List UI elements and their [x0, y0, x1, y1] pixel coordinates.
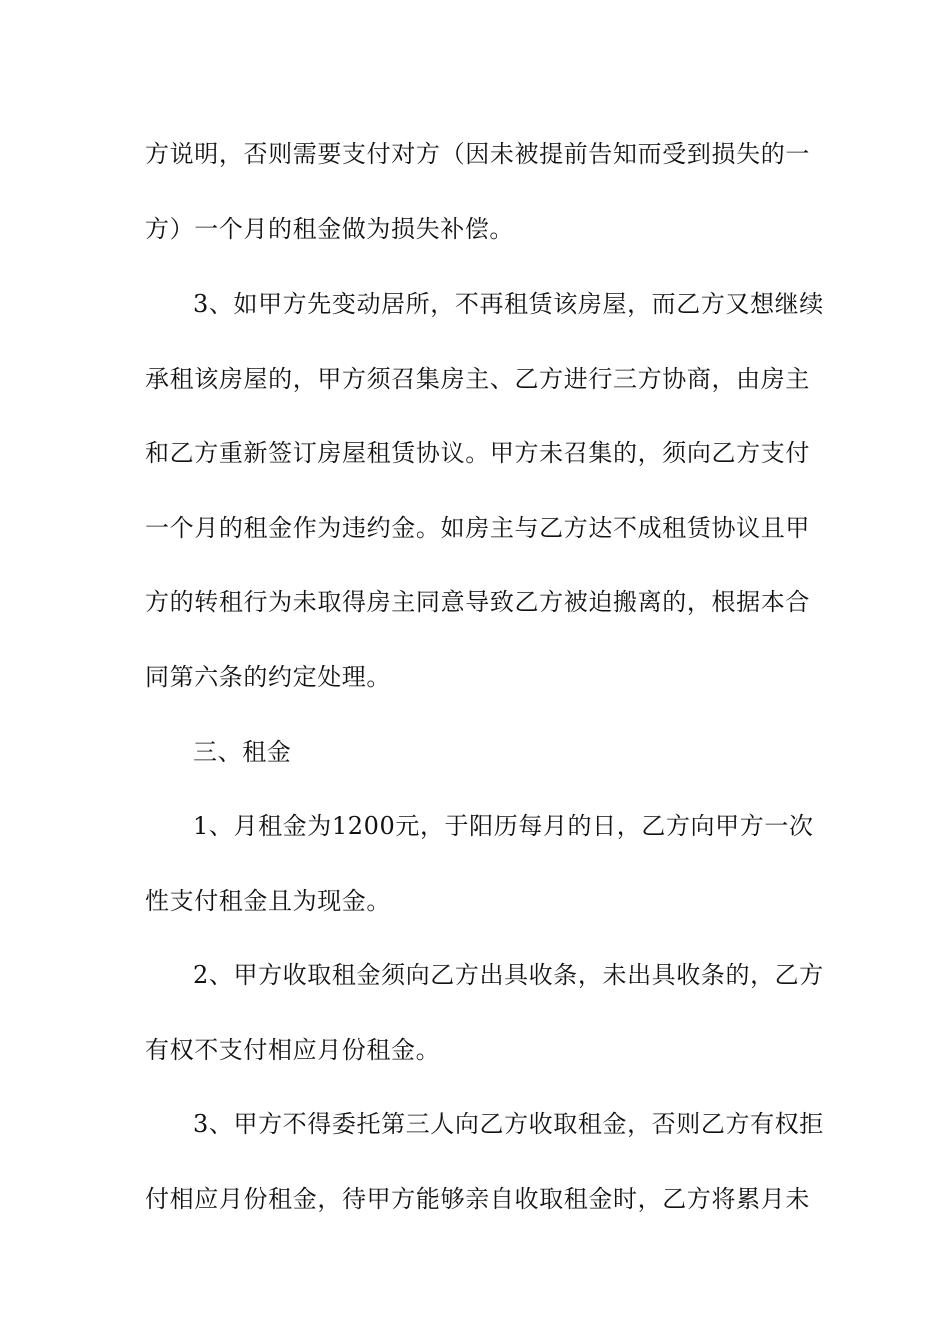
text-line: 性支付租金且为现金。 [145, 887, 391, 915]
text-line: 承租该房屋的，甲方须召集房主、乙方进行三方协商，由房主 [145, 365, 810, 393]
text-line: 3、甲方不得委托第三人向乙方收取租金，否则乙方有权拒 [193, 1110, 824, 1138]
text-line: 方）一个月的租金做为损失补偿。 [145, 215, 514, 243]
text-line: 方的转租行为未取得房主同意导致乙方被迫搬离的，根据本合 [145, 588, 810, 616]
text-line: 一个月的租金作为违约金。如房主与乙方达不成租赁协议且甲 [145, 514, 810, 542]
text-line: 和乙方重新签订房屋租赁协议。甲方未召集的，须向乙方支付 [145, 439, 810, 467]
section-heading: 三、租金 [193, 738, 292, 766]
text-line: 2、甲方收取租金须向乙方出具收条，未出具收条的，乙方 [193, 961, 824, 989]
text-line: 方说明，否则需要支付对方（因未被提前告知而受到损失的一 [145, 140, 810, 168]
text-line: 付相应月份租金，待甲方能够亲自收取租金时，乙方将累月未 [145, 1185, 810, 1213]
text-line: 3、如甲方先变动居所，不再租赁该房屋，而乙方又想继续 [193, 290, 824, 318]
text-line: 1、月租金为1200元，于阳历每月的日，乙方向甲方一次 [193, 812, 814, 840]
text-line: 同第六条的约定处理。 [145, 663, 391, 691]
text-line: 有权不支付相应月份租金。 [145, 1036, 441, 1064]
